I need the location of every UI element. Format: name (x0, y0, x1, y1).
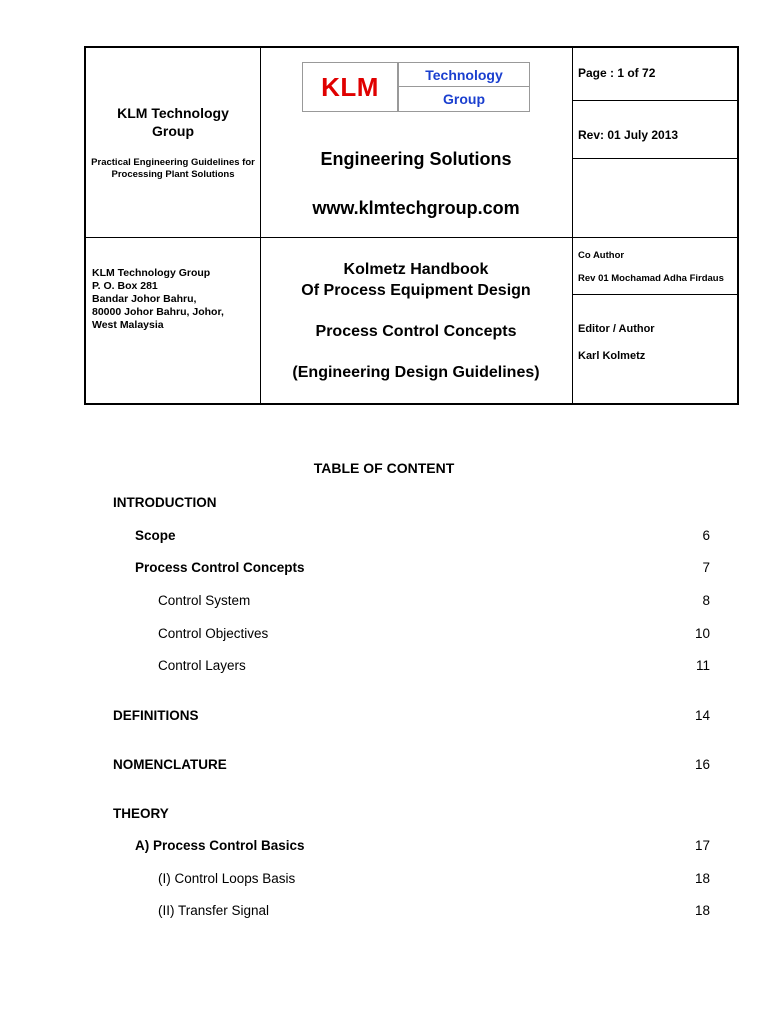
toc-entry-page: 17 (694, 838, 710, 853)
toc-entry-label: A) Process Control Basics (135, 838, 305, 853)
toc-entry (0, 560, 768, 580)
handbook-title-line1: Kolmetz Handbook (343, 261, 489, 278)
page-number: Page : 1 of 72 (578, 66, 656, 80)
address-line: KLM Technology Group (92, 267, 211, 279)
toc-entry-page: 8 (702, 593, 710, 608)
row-divider (86, 237, 737, 238)
company-tagline: Practical Engineering Guidelines for Processing Plant Solutions (91, 157, 255, 180)
toc-entry-page: 18 (694, 903, 710, 918)
toc-entry (0, 495, 768, 515)
klm-logo (302, 62, 530, 112)
toc-entry-label: Control System (158, 593, 251, 608)
company-name: KLM Technology Group (117, 105, 229, 139)
co-author-label: Co Author (578, 250, 625, 261)
address-line: P. O. Box 281 (92, 280, 158, 292)
toc-entry-label: (I) Control Loops Basis (158, 871, 296, 886)
toc-entry-label: Control Objectives (158, 626, 269, 641)
toc-entry-label: Scope (135, 528, 176, 543)
toc-entry-page: 7 (702, 560, 710, 575)
column-divider (260, 48, 261, 403)
toc-entry (0, 708, 768, 728)
toc-entry-label: INTRODUCTION (113, 495, 217, 510)
row-divider (572, 294, 737, 295)
revision: Rev: 01 July 2013 (578, 128, 679, 142)
toc-entry-page: 16 (694, 757, 710, 772)
toc-entry (0, 806, 768, 826)
editor-label: Editor / Author (578, 323, 655, 335)
toc-title: TABLE OF CONTENT (313, 460, 455, 476)
logo-technology-text: Technology (398, 62, 530, 87)
toc-entry-page: 18 (694, 871, 710, 886)
address-line: West Malaysia (92, 319, 164, 331)
toc-entry (0, 626, 768, 646)
toc-entry-label: THEORY (113, 806, 169, 821)
document-header-box (84, 46, 739, 405)
row-divider (572, 158, 737, 159)
website-url: www.klmtechgroup.com (312, 198, 520, 218)
toc-entry-label: (II) Transfer Signal (158, 903, 270, 918)
toc-entry-label: Process Control Concepts (135, 560, 305, 575)
toc-entry-page: 10 (694, 626, 710, 641)
toc-entry (0, 528, 768, 548)
toc-entry-label: DEFINITIONS (113, 708, 199, 723)
toc-entry (0, 757, 768, 777)
handbook-title-line2: Of Process Equipment Design (301, 282, 531, 299)
co-author-value: Rev 01 Mochamad Adha Firdaus (578, 273, 724, 284)
toc-entry (0, 593, 768, 613)
subject-title: Process Control Concepts (315, 323, 517, 340)
toc-entry (0, 871, 768, 891)
toc-entry-label: NOMENCLATURE (113, 757, 227, 772)
logo-klm-text: KLM (302, 62, 398, 112)
toc-entry (0, 658, 768, 678)
engineering-solutions: Engineering Solutions (320, 149, 512, 169)
logo-group-text: Group (398, 87, 530, 112)
toc-entry-label: Control Layers (158, 658, 246, 673)
row-divider (572, 100, 737, 101)
address-line: Bandar Johor Bahru, (92, 293, 197, 305)
handbook-title (260, 259, 572, 301)
editor-value: Karl Kolmetz (578, 350, 646, 362)
toc-entry-page: 11 (695, 658, 710, 673)
toc-entry (0, 838, 768, 858)
column-divider (572, 48, 573, 403)
toc-entry (0, 903, 768, 923)
address-line: 80000 Johor Bahru, Johor, (92, 306, 224, 318)
company-address (92, 267, 258, 332)
guidelines-title: (Engineering Design Guidelines) (292, 364, 540, 381)
toc-entry-page: 14 (694, 708, 710, 723)
toc-entry-page: 6 (702, 528, 710, 543)
